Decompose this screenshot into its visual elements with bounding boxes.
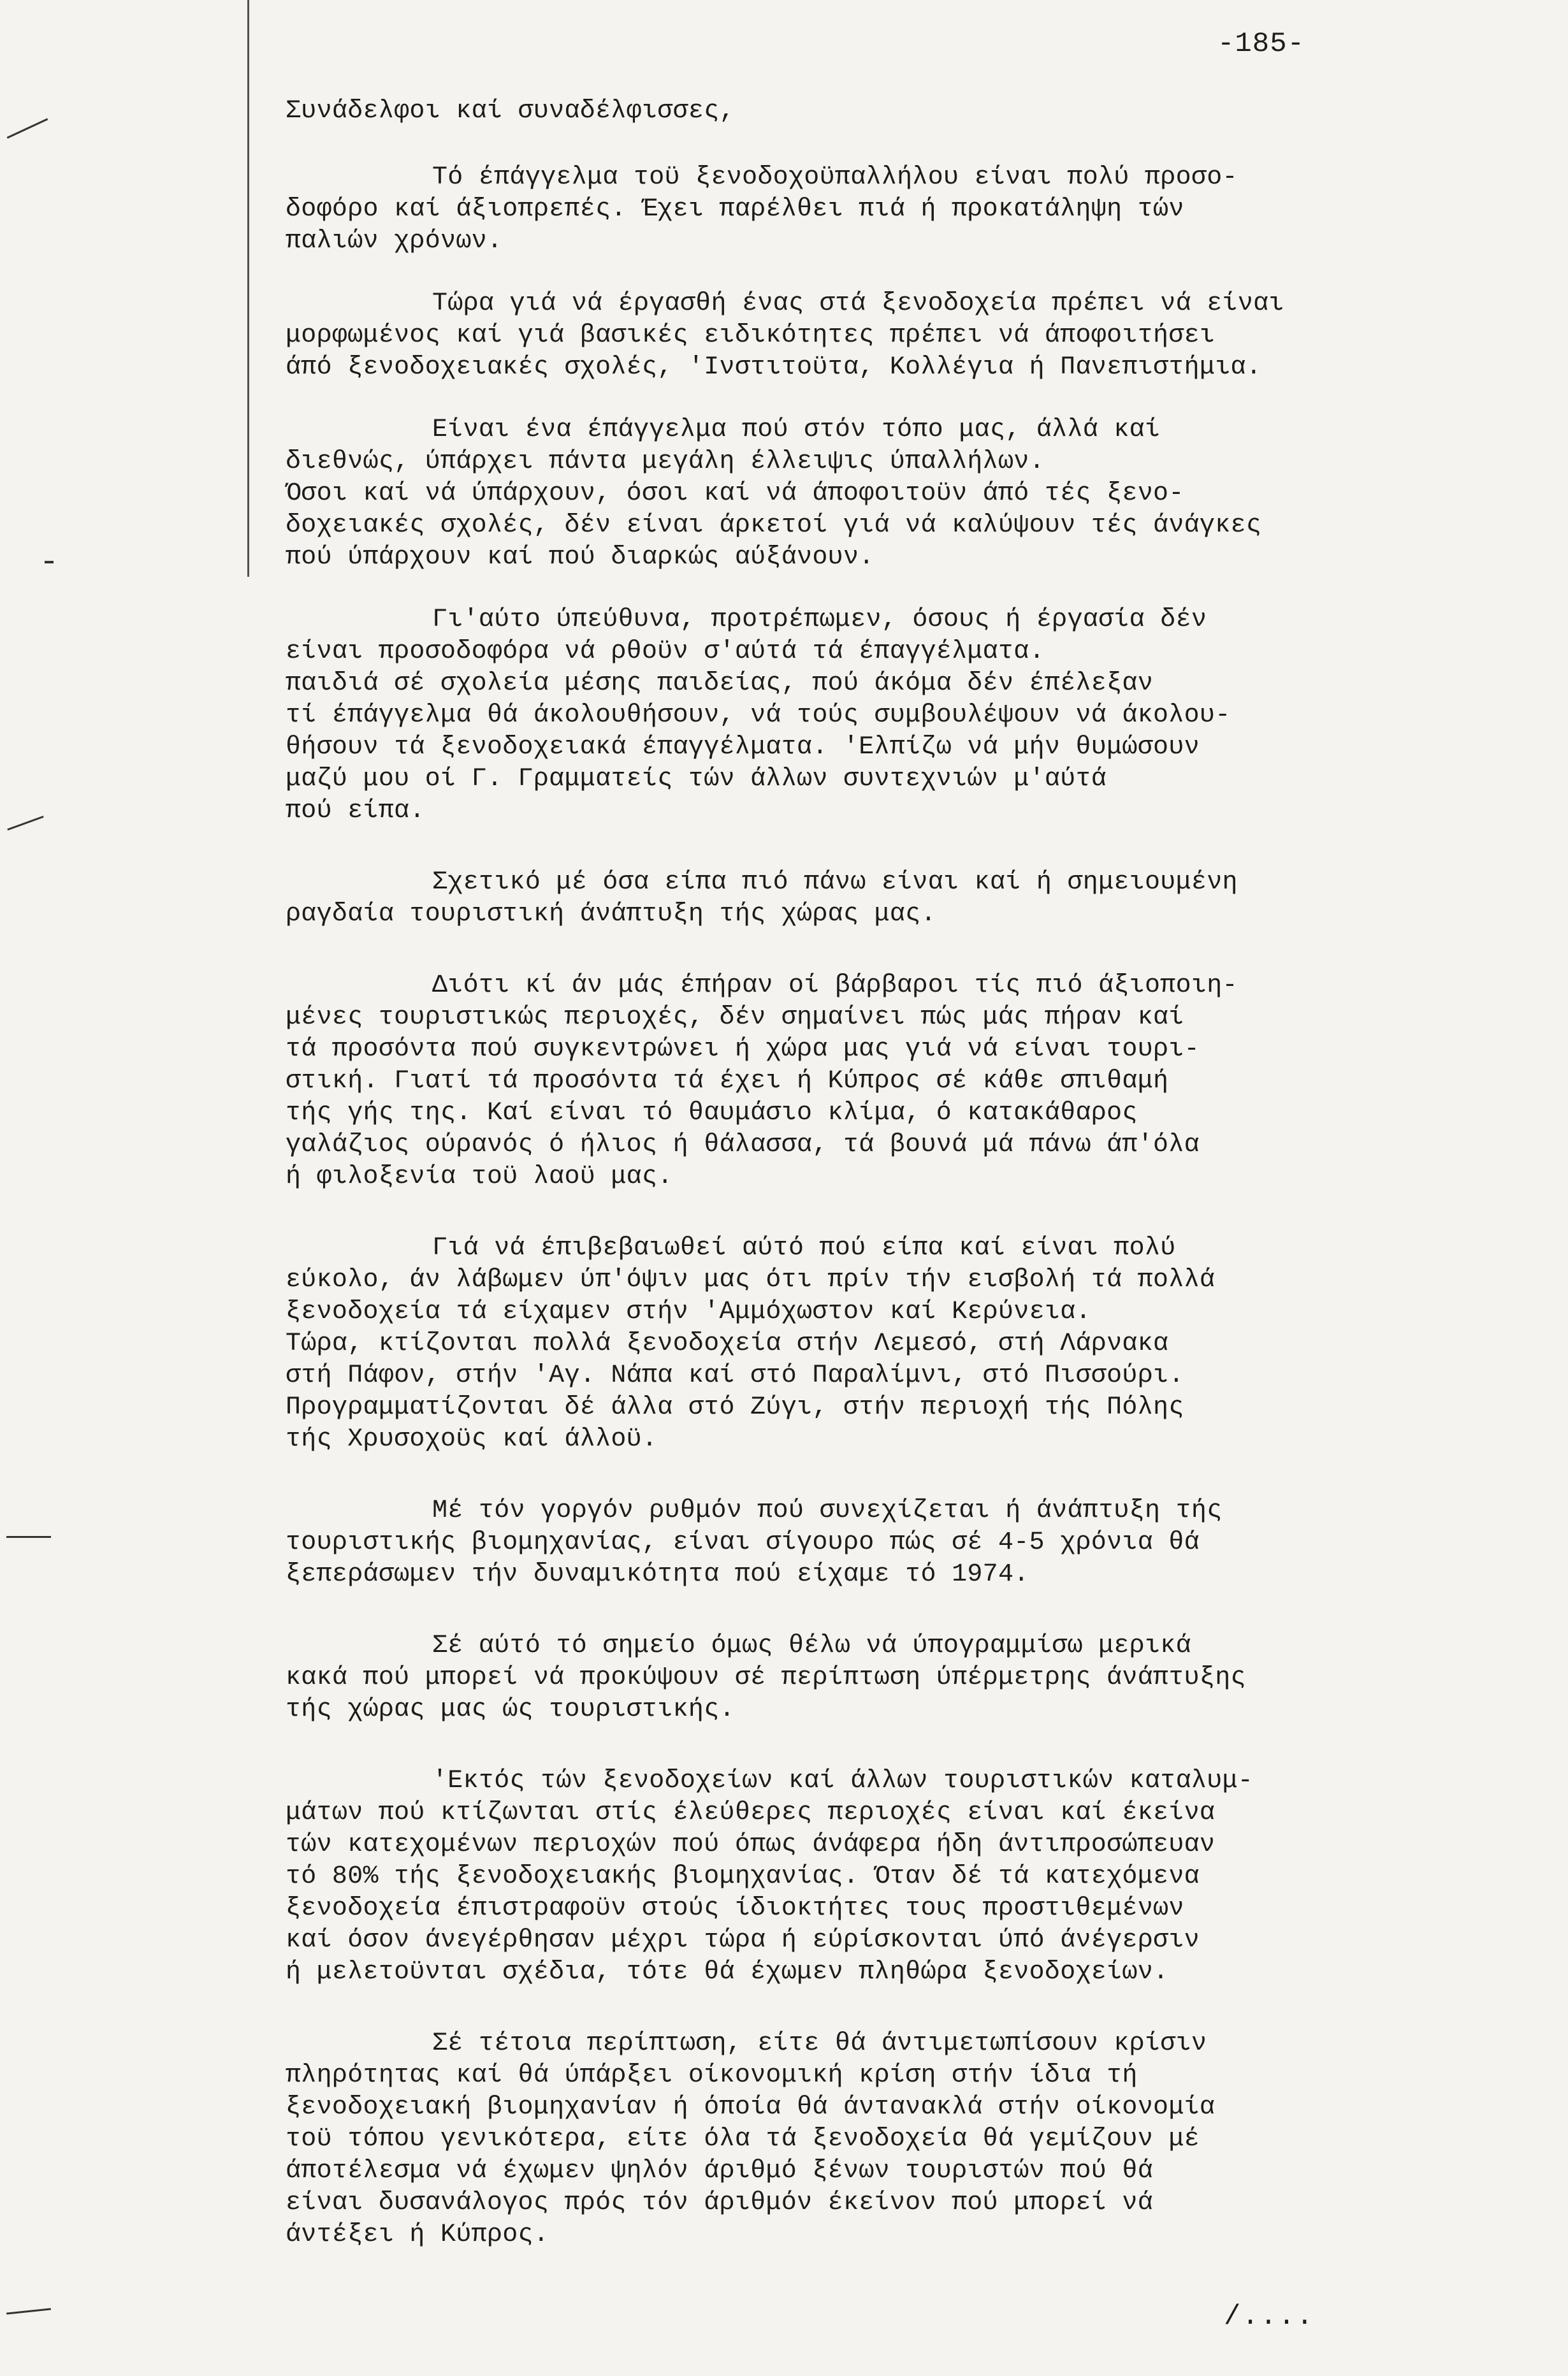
margin-rule <box>247 0 249 577</box>
margin-mark <box>45 561 54 563</box>
paragraph-line: γαλάζιος ούρανός ό ήλιος ή θάλασσα, τά βουνά μά πάνω άπ'όλα <box>286 1131 1200 1159</box>
paragraph-line: Τώρα, κτίζονται πολλά ξενοδοχεία στήν Λεμεσό, στή Λάρνακα <box>286 1329 1169 1358</box>
paragraph-line: μαζύ μου οί Γ. Γραμματείς τών άλλων συντεχνιών μ'αύτά <box>286 765 1107 793</box>
paragraph-line: θήσουν τά ξενοδοχειακά έπαγγέλματα. 'Ελπίζω νά μήν θυμώσουν <box>286 733 1200 762</box>
paragraph <box>286 288 1535 384</box>
paragraph <box>286 162 1535 257</box>
continuation-mark: /.... <box>1224 2301 1315 2333</box>
paragraph-line: ξεπεράσωμεν τήν δυναμικότητα πού είχαμε τό 1974. <box>286 1560 1029 1589</box>
paragraph-line: καί όσον άνεγέρθησαν μέχρι τώρα ή εύρίσκονται ύπό άνέγερσιν <box>286 1926 1200 1955</box>
margin-mark <box>6 2308 51 2314</box>
paragraph-line: Μέ τόν γοργόν ρυθμόν πού συνεχίζεται ή άνάπτυξη τής <box>432 1496 1223 1525</box>
paragraph-line: δοχειακές σχολές, δέν είναι άρκετοί γιά νά καλύψουν τές άνάγκες <box>286 511 1262 540</box>
paragraph <box>286 867 1535 931</box>
paragraph-line: άπό ξενοδοχειακές σχολές, 'Ινστιτοϋτα, Κολλέγια ή Πανεπιστήμια. <box>286 353 1262 382</box>
margin-mark <box>7 118 48 138</box>
paragraph-line: παλιών χρόνων. <box>286 227 503 256</box>
paragraph <box>286 1630 1535 1726</box>
paragraph-line: τό 80% τής ξενοδοχειακής βιομηχανίας. Όταν δέ τά κατεχόμενα <box>286 1862 1200 1891</box>
paragraph-line: τί έπάγγελμα θά άκολουθήσουν, νά τούς συμβουλέψουν νά άκολου- <box>286 701 1231 730</box>
paragraph-line: Σχετικό μέ όσα είπα πιό πάνω είναι καί ή σημειουμένη <box>432 868 1238 897</box>
paragraph-line: εύκολο, άν λάβωμεν ύπ'όψιν μας ότι πρίν τήν εισβολή τά πολλά <box>286 1266 1216 1294</box>
paragraph-line: μορφωμένος καί γιά βασικές ειδικότητες πρέπει νά άποφοιτήσει <box>286 321 1216 350</box>
page-number: -185- <box>1217 28 1305 60</box>
paragraph-line: τά προσόντα πού συγκεντρώνει ή χώρα μας γιά νά είναι τουρι- <box>286 1035 1200 1064</box>
paragraph-line: στική. Γιατί τά προσόντα τά έχει ή Κύπρος σέ κάθε σπιθαμή <box>286 1067 1169 1096</box>
paragraph-line: δοφόρο καί άξιοπρεπές. Έχει παρέλθει πιά ή προκατάληψη τών <box>286 195 1184 224</box>
paragraph-line: Σέ αύτό τό σημείο όμως θέλω νά ύπογραμμίσω μερικά <box>432 1632 1191 1660</box>
paragraph-line: τής Χρυσοχοϋς καί άλλοϋ. <box>286 1425 658 1454</box>
paragraph-line: Τό έπάγγελμα τοϋ ξενοδοχοϋπαλλήλου είναι πολύ προσο- <box>432 163 1238 192</box>
paragraph-line: πού ύπάρχουν καί πού διαρκώς αύξάνουν. <box>286 543 875 572</box>
paragraph <box>286 2028 1535 2251</box>
paragraph-line: είναι δυσανάλογος πρός τόν άριθμόν έκείνον πού μπορεί νά <box>286 2189 1154 2217</box>
paragraph-line: πληρότητας καί θά ύπάρξει οίκονομική κρίση στήν ίδια τή <box>286 2061 1138 2090</box>
paragraph <box>286 1495 1535 1591</box>
paragraph-line: είναι προσοδοφόρα νά ρθοϋν σ'αύτά τά έπαγγέλματα. <box>286 637 1045 666</box>
paragraph-line: ξενοδοχεία έπιστραφοϋν στούς ίδιοκτήτες τους προστιθεμένων <box>286 1894 1184 1923</box>
paragraph-line: μένες τουριστικώς περιοχές, δέν σημαίνει πώς μάς πήραν καί <box>286 1003 1184 1032</box>
paragraph <box>286 604 1535 827</box>
paragraph-line: τής χώρας μας ώς τουριστικής. <box>286 1695 735 1724</box>
margin-mark <box>7 816 43 830</box>
paragraph-line: άντέξει ή Κύπρος. <box>286 2220 549 2249</box>
paragraph-line: τών κατεχομένων περιοχών πού όπως άνάφερα ήδη άντιπροσώπευαν <box>286 1830 1216 1859</box>
paragraph-line: κακά πού μπορεί νά προκύψουν σέ περίπτωση ύπέρμετρης άνάπτυξης <box>286 1663 1246 1692</box>
paragraph-line: παιδιά σέ σχολεία μέσης παιδείας, πού άκόμα δέν έπέλεξαν <box>286 669 1154 698</box>
paragraph-line: ξενοδοχειακή βιομηχανίαν ή όποία θά άντανακλά στήν οίκονομία <box>286 2093 1216 2122</box>
paragraph-line: ξενοδοχεία τά είχαμεν στήν 'Αμμόχωστον καί Κερύνεια. <box>286 1298 1091 1326</box>
paragraph-line: ή φιλοξενία τοϋ λαοϋ μας. <box>286 1163 673 1191</box>
paragraph-line: πού είπα. <box>286 797 425 825</box>
paragraph-line: τής γής της. Καί είναι τό θαυμάσιο κλίμα, ό κατακάθαρος <box>286 1099 1138 1127</box>
paragraph-line: ραγδαία τουριστική άνάπτυξη τής χώρας μας. <box>286 900 936 929</box>
paragraph-line: τοϋ τόπου γενικότερα, είτε όλα τά ξενοδοχεία θά γεμίζουν μέ <box>286 2125 1200 2154</box>
paragraph <box>286 1765 1535 1988</box>
paragraph-line: διεθνώς, ύπάρχει πάντα μεγάλη έλλειψις ύπαλλήλων. <box>286 447 1045 476</box>
paragraph-line: στή Πάφον, στήν 'Αγ. Νάπα καί στό Παραλίμνι, στό Πισσούρι. <box>286 1361 1184 1390</box>
paragraph-line: Προγραμματίζονται δέ άλλα στό Ζύγι, στήν περιοχή τής Πόλης <box>286 1393 1184 1422</box>
paragraph <box>286 970 1535 1193</box>
paragraph-line: τουριστικής βιομηχανίας, είναι σίγουρο πώς σέ 4-5 χρόνια θά <box>286 1528 1200 1557</box>
paragraph-line: Σέ τέτοια περίπτωση, είτε θά άντιμετωπίσουν κρίσιν <box>432 2029 1207 2058</box>
paragraph-line: 'Εκτός τών ξενοδοχείων καί άλλων τουριστικών καταλυμ- <box>432 1767 1254 1795</box>
paragraph-line: Είναι ένα έπάγγελμα πού στόν τόπο μας, άλλά καί <box>432 416 1161 444</box>
paragraph-line: Γι'αύτο ύπεύθυνα, προτρέπωμεν, όσους ή έργασία δέν <box>432 605 1207 634</box>
paragraph-line: Όσοι καί νά ύπάρχουν, όσοι καί νά άποφοιτοϋν άπό τές ξενο- <box>286 479 1184 508</box>
paragraph-line: ή μελετοϋνται σχέδια, τότε θά έχωμεν πληθώρα ξενοδοχείων. <box>286 1958 1169 1987</box>
salutation: Συνάδελφοι καί συναδέλφισσες, <box>286 97 735 126</box>
margin-mark <box>6 1536 51 1538</box>
paragraph-line: μάτων πού κτίζωνται στίς έλεύθερες περιοχές είναι καί έκείνα <box>286 1799 1216 1827</box>
paragraph-line: Τώρα γιά νά έργασθή ένας στά ξενοδοχεία πρέπει νά είναι <box>432 289 1284 318</box>
paragraph-line: Γιά νά έπιβεβαιωθεί αύτό πού είπα καί είναι πολύ <box>432 1234 1176 1263</box>
paragraph <box>286 414 1535 574</box>
body-text <box>286 96 1535 2291</box>
paragraph <box>286 1233 1535 1456</box>
paragraph-line: Διότι κί άν μάς έπήραν οί βάρβαροι τίς πιό άξιοποιη- <box>432 971 1238 1000</box>
paragraph-line: άποτέλεσμα νά έχωμεν ψηλόν άριθμό ξένων τουριστών πού θά <box>286 2157 1154 2185</box>
